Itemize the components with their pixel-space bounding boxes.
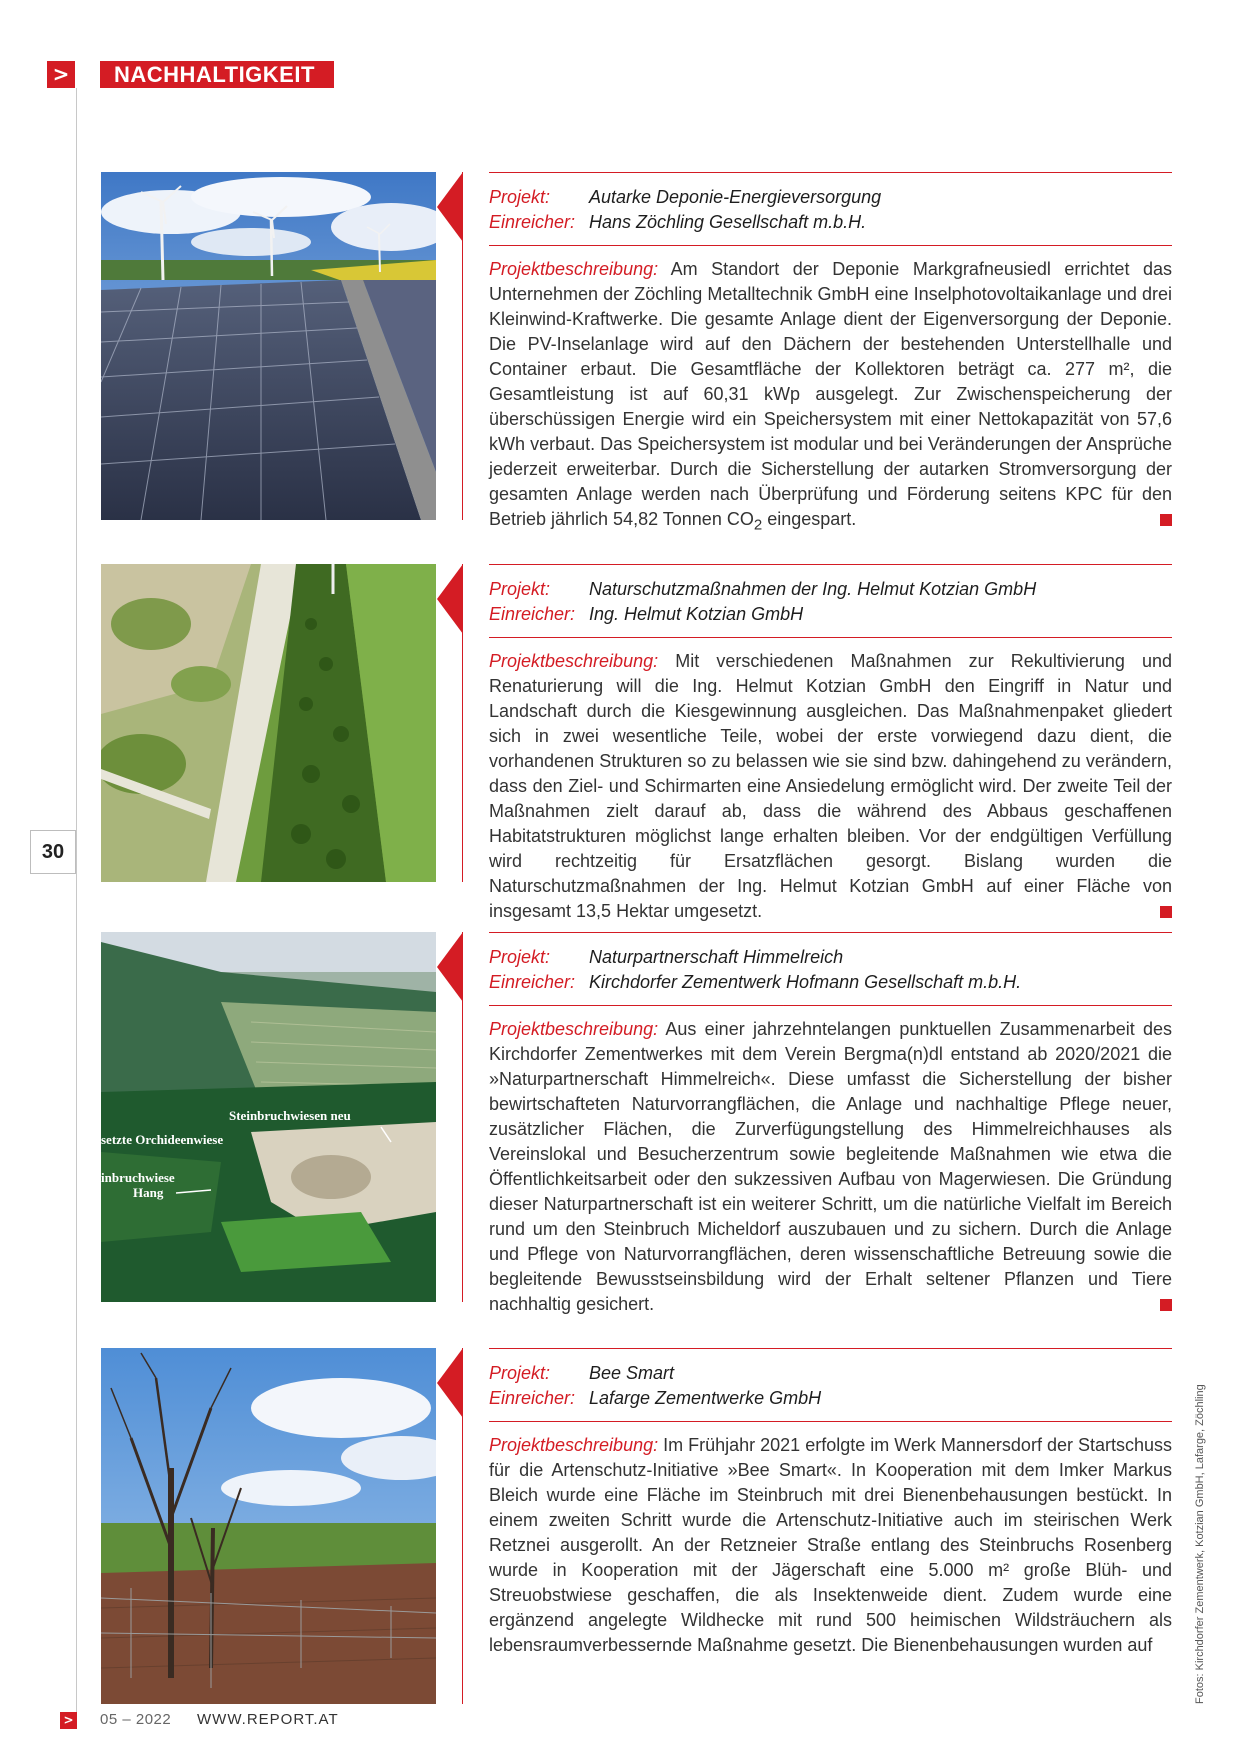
submitter-label: Einreicher: — [489, 972, 576, 992]
photo-label: Steinbruchwiesen neu — [229, 1108, 351, 1123]
description-text: Mit verschiedenen Maßnahmen zur Rekultivierung und Renaturierung will die Ing. Helmut Kotzian GmbH den Eingriff in Natur und Landschaft durch die Kiesgewinnung ausgleichen. Das Maßnahmenpaket gliedert sich in zwei wesentliche Teile, wobei der erste vorwiegend dazu dient, die vorhandenen Strukturen so zu belassen wie sie sind bzw. dahingehend zu verändern, dass den Ziel- und Schirmarten eine Ansiedelung ermöglicht wird. Der zweite Teil der Maßnahmen zielt darauf ab, dass die während des Abbaus geschaffenen Habitatstrukturen möglichst lange erhalten bleiben. Vor der endgültigen Verfüllung wird rechtzeitig für Ersatzflächen gesorgt. Bislang wurden die Naturschutzmaßnahmen der Ing. Helmut Kotzian GmbH auf einer Fläche von insgesamt 13,5 Hektar umgesetzt. — [489, 651, 1172, 921]
description-text: Im Frühjahr 2021 erfolgte im Werk Mannersdorf der Startschuss für die Artenschutz-Initiative »Bee Smart«. In Kooperation mit dem Imker Markus Bleich wurde eine Fläche im Steinbruch mit drei Bienenbehausungen bestückt. In einem zweiten Schritt wurde die Artenschutz-Initiative auch im steirischen Werk Retznei ausgerollt. An der Retzneier Straße entlang des Steinbruchs Rosenberg wurde in Kooperation mit der Jägerschaft eine 5.000 m² große Blüh- und Streuobstwiese geschaffen, die als Insektenweide dient. Zudem wurde eine ergänzend angelegte Wildhecke mit rund 500 heimischen Wildsträuchern als lebensraumverbessernde Maßnahme gesetzt. Die Bienenbehausungen wurden auf — [489, 1435, 1172, 1655]
photo-credit-text: Fotos: Kirchdorfer Zementwerk, Kotzian GmbH, Lafarge, Zöchling — [1194, 1384, 1206, 1704]
description-label: Projektbeschreibung: — [489, 1435, 659, 1455]
section-chevron-icon: > — [47, 61, 75, 88]
project-marker-icon — [437, 1348, 463, 1418]
submitter-label: Einreicher: — [489, 1388, 576, 1408]
project-title: Naturpartnerschaft Himmelreich — [589, 947, 844, 967]
project-title: Autarke Deponie-Energieversorgung — [589, 187, 882, 207]
project-entry-1 — [489, 172, 1172, 538]
margin-divider — [76, 88, 77, 1720]
description-label: Projektbeschreibung: — [489, 1019, 659, 1039]
project-marker-icon — [437, 932, 463, 1002]
subscript: 2 — [753, 516, 763, 534]
project-label: Projekt: — [489, 1363, 551, 1383]
project-description — [489, 638, 1172, 924]
project-marker-line — [462, 932, 463, 1302]
section-title: NACHHALTIGKEIT — [100, 61, 334, 88]
project-submitter: Ing. Helmut Kotzian GmbH — [589, 604, 804, 624]
project-marker-icon — [437, 172, 463, 242]
footer-chevron-icon: > — [60, 1712, 77, 1729]
himmelreich-aerial-photo — [101, 932, 436, 1302]
project-description — [489, 1422, 1172, 1658]
description-text: Am Standort der Deponie Markgrafneusiedl errichtet das Unternehmen der Zöchling Metalltechnik GmbH eine Inselphotovoltaikanlage und drei Kleinwind-Kraftwerke. Die gesamte Anlage dient der Eigenversorgung der Deponie. Die PV-Inselanlage wird auf den Dächern der bestehenden Unterstellhalle und Container erbaut. Die Gesamtfläche der Kollektoren beträgt ca. 277 m², die Gesamtleistung ist auf 60,31 kWp ausgelegt. Zur Zwischenspeicherung der überschüssigen Energie wird ein Speichersystem mit einer Nettokapazität von 57,6 kWh verbaut. Das Speichersystem ist modular und bei Veränderungen der Ansprüche jederzeit erweiterbar. Durch die Sicherstellung der autarken Stromversorgung der gesamten Anlage werden nach Überprüfung und Förderung seitens KPC für den Betrieb jährlich 54,82 Tonnen CO — [489, 259, 1172, 529]
description-label: Projektbeschreibung: — [489, 259, 659, 279]
photo-credit — [1193, 1332, 1207, 1704]
description-text: Aus einer jahrzehntelangen punktuellen Zusammenarbeit des Kirchdorfer Zementwerkes mit dem Verein Bergma(n)dl entstand ab 2020/2021 die »Naturpartnerschaft Himmelreich«. Diese umfasst die Sicherstellung der bisher bewirtschafteten Naturvorrangflächen, die Anlage und nachhaltige Pflege neuer, zusätzlicher Flächen, die Zurverfügungstellung des Himmelreichhauses als Vereinslokal und Besucherzentrum sowie begleitende Maßnahmen wie etwa die Öffentlichkeitsarbeit oder den sukzessiven Aufbau von Magerwiesen. Die Gründung dieser Naturpartnerschaft ist ein weiterer Schritt, um die natürliche Vielfalt im Bereich rund um den Steinbruch Micheldorf auszubauen und zu sichern. Durch die Anlage und Pflege von Naturvorrangflächen, deren wissenschaftliche Betreuung sowie die begleitende Bewusstseinsbildung wird der Erhalt seltener Pflanzen und Tiere nachhaltig gesichert. — [489, 1019, 1172, 1314]
website-link[interactable]: WWW.REPORT.AT — [197, 1711, 339, 1728]
description-text-end: eingespart. — [762, 509, 857, 529]
project-marker-icon — [437, 564, 463, 634]
project-title: Naturschutzmaßnahmen der Ing. Helmut Kotzian GmbH — [589, 579, 1037, 599]
project-entry-4 — [489, 1348, 1172, 1658]
page-number: 30 — [30, 830, 76, 874]
project-label: Projekt: — [489, 579, 551, 599]
kiesgrube-renaturierung-photo — [101, 564, 436, 882]
project-title: Bee Smart — [589, 1363, 675, 1383]
photo-label: Hang — [133, 1185, 164, 1200]
project-marker-line — [462, 1348, 463, 1704]
end-square-icon — [1160, 514, 1172, 526]
end-square-icon — [1160, 906, 1172, 918]
project-description — [489, 246, 1172, 538]
issue-number: 05 – 2022 — [100, 1711, 172, 1728]
photo-label: setzte Orchideenwiese — [101, 1132, 224, 1147]
project-description — [489, 1006, 1172, 1317]
photo-label: inbruchwiese — [101, 1170, 175, 1185]
submitter-label: Einreicher: — [489, 212, 576, 232]
end-square-icon — [1160, 1299, 1172, 1311]
project-submitter: Lafarge Zementwerke GmbH — [589, 1388, 822, 1408]
project-entry-2 — [489, 564, 1172, 924]
solar-deponie-photo — [101, 172, 436, 520]
project-marker-line — [462, 564, 463, 882]
description-label: Projektbeschreibung: — [489, 651, 659, 671]
project-marker-line — [462, 172, 463, 520]
project-submitter: Hans Zöchling Gesellschaft m.b.H. — [589, 212, 867, 232]
submitter-label: Einreicher: — [489, 604, 576, 624]
project-label: Projekt: — [489, 947, 551, 967]
project-submitter: Kirchdorfer Zementwerk Hofmann Gesellschaft m.b.H. — [589, 972, 1022, 992]
project-entry-3 — [489, 932, 1172, 1317]
bee-smart-meadow-photo — [101, 1348, 436, 1704]
project-label: Projekt: — [489, 187, 551, 207]
